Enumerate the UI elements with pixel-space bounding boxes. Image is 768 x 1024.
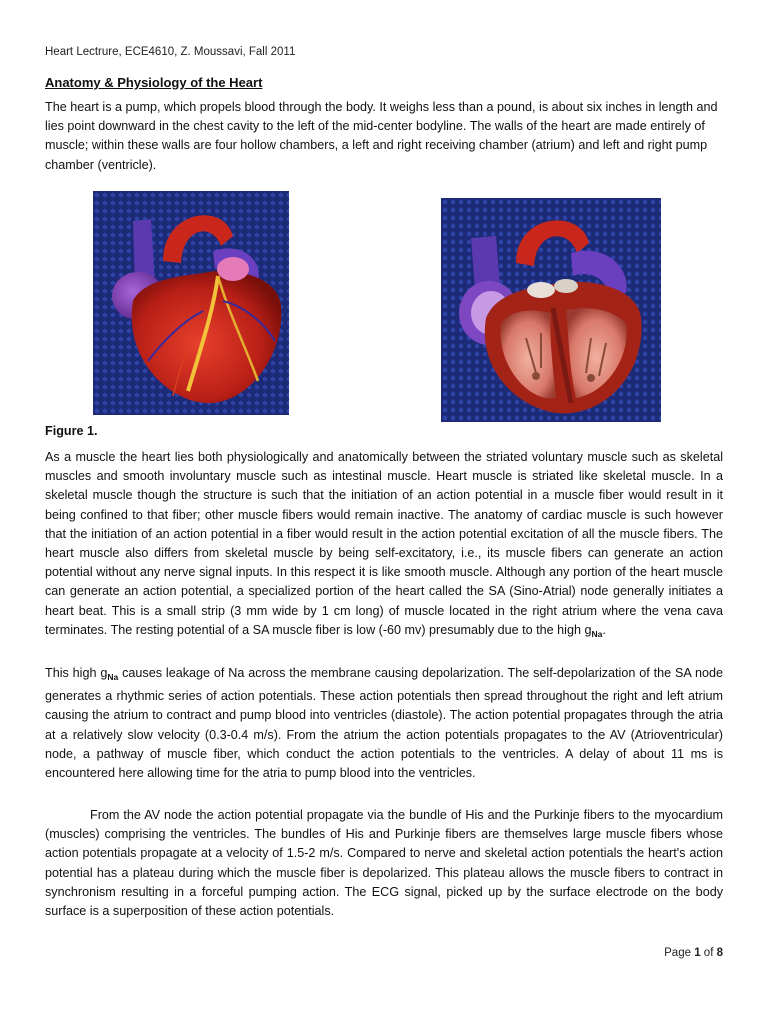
- figure-caption: Figure 1.: [45, 424, 98, 438]
- paragraph-av-node: From the AV node the action potential propagate via the bundle of His and the Purkinje fibers to the myocardium (muscles) comprising the ventricles. The bundles of His and Purkinje fibers are themselves large muscle fibers whose action potentials propagate at a velocity of 1.5-2 m/s. Compared to nerve and skeletal action potentials the heart's action potential has a plateau during which the muscle fiber is depolarized. This plateau allows the muscle fibers to contract in synchronism resulting in a forceful pumping action. The ECG signal, picked up by the surface electrode on the body surface is a superposition of these action potentials.: [45, 808, 723, 919]
- heart-exterior-image: [93, 191, 289, 415]
- heart-cutaway-image: [441, 198, 661, 422]
- paragraph-cardiac-muscle: [45, 448, 723, 644]
- paragraph-start: This high g: [45, 666, 108, 680]
- subscript-na: Na: [107, 672, 119, 682]
- paragraph-text: As a muscle the heart lies both physiologically and anatomically between the striated voluntary muscle such as skeletal muscles and smooth involuntary muscle such as intestinal muscle. Heart muscle is striated like skeletal muscle. In a skeletal muscle though the structure is such that the initiation of an action potential in a muscle fiber would result in it being confined to that fiber; other muscle fibers would remain inactive. The anatomy of cardiac muscle is such however that the initiation of an action potential in a fiber would result in the action potential excitation of all the muscle fibers. The heart muscle also differs from skeletal muscle by being self-excitatory, i.e., its muscle fibers can generate an action potential without any nerve signal inputs. In this respect it is like smooth muscle. Although any portion of the heart muscle can generate an action potential, a specialized portion of the heart called the SA (Sino-Atrial) node generally initiates a heart beat. This is a small strip (3 mm wide by 1 cm long) of muscle located in the right atrium where the vena cava terminates. The resting potential of a SA muscle fiber is low (-60 mv) presumably due to the high g: [45, 450, 723, 637]
- paragraph-text: causes leakage of Na across the membrane causing depolarization. The self-depolarization of the SA node generates a rhythmic series of action potentials. These action potentials then spread throughout the right and left atrium causing the atrium to contract and pump blood into ventricles (diastole). The action potential propagates through the atria at a relatively slow velocity (0.3-0.4 m/s). From the atrium the action potentials propagates to the AV (Atrioventricular) node, a pathway of muscle fiber, which conduct the action potentials to the ventricles. A delay of about 11 ms is encountered here allowing time for the atria to pump blood into the ventricles.: [45, 666, 723, 781]
- paragraph-sa-node: [45, 664, 723, 783]
- page-prefix: Page: [664, 947, 695, 959]
- paragraph-intro: The heart is a pump, which propels blood through the body. It weighs less than a pound, is about six inches in length and lies point downward in the chest cavity to the left of the mid-center bodyline. The walls of the heart are made entirely of muscle; within these walls are four hollow chambers, a left and right receiving chamber (atrium) and left and right pump chamber (ventricle).: [45, 100, 718, 172]
- page-of: of: [700, 947, 717, 959]
- section-title: Anatomy & Physiology of the Heart: [45, 75, 263, 90]
- paragraph-end: .: [602, 622, 606, 637]
- running-header: Heart Lectrure, ECE4610, Z. Moussavi, Fall 2011: [45, 46, 296, 58]
- page-total: 8: [716, 947, 723, 959]
- subscript-na: Na: [591, 628, 603, 639]
- page-number: [664, 947, 723, 959]
- page-current: 1: [694, 947, 701, 959]
